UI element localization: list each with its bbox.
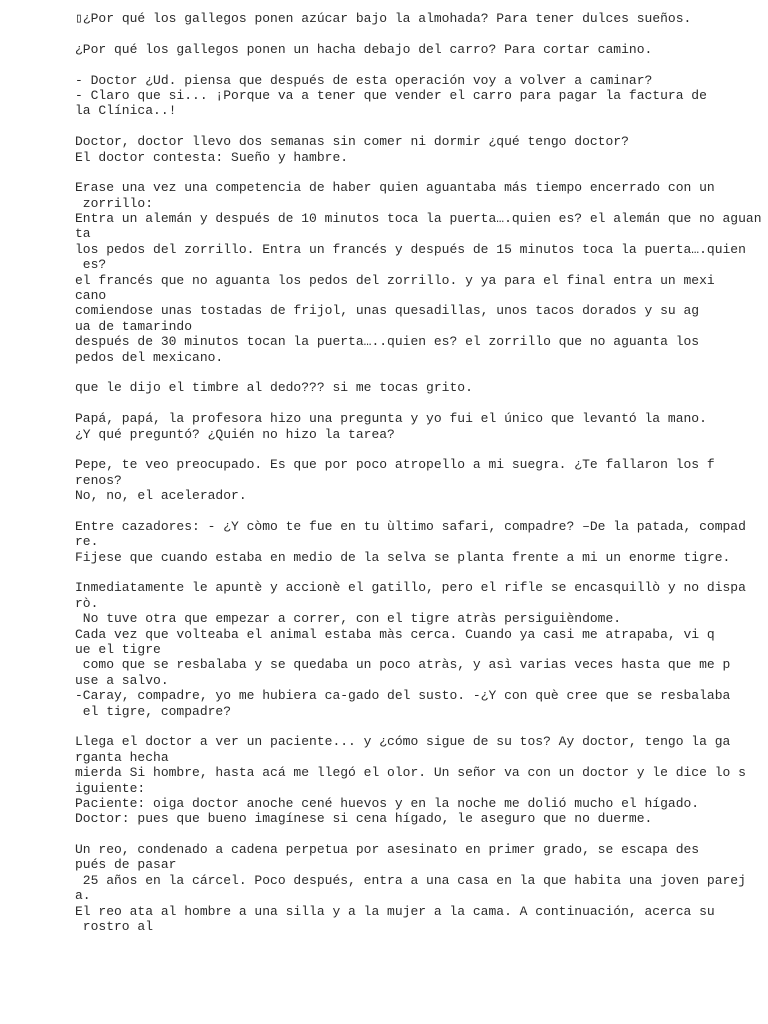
joke-paragraph	[75, 73, 755, 119]
text-line: ▯¿Por qué los gallegos ponen azúcar bajo la almohada? Para tener dulces sueños.	[75, 11, 692, 26]
text-line: la Clínica..!	[75, 103, 177, 119]
text-line: mierda Si hombre, hasta acá me llegó el olor. Un señor va con un doctor y le dice lo s	[75, 765, 746, 781]
text-line: el francés que no aguanta los pedos del zorrillo. y ya para el final entra un mexi	[75, 272, 715, 288]
text-line: renos?	[75, 472, 122, 488]
text-line: ue el tigre	[75, 642, 161, 658]
text-line: ta	[75, 226, 91, 242]
text-line: como que se resbalaba y se quedaba un poco atràs, y asì varias veces hasta que me p	[75, 657, 731, 673]
text-line: Inmediatamente le apuntè y accionè el gatillo, pero el rifle se encasquillò y no dispa	[75, 580, 746, 596]
document-text	[75, 11, 762, 935]
text-line: zorrillo:	[75, 195, 154, 211]
text-line: Fijese que cuando estaba en medio de la selva se planta frente a mi un enorme tigre.	[75, 549, 731, 565]
text-line: Paciente: oiga doctor anoche cené huevos y en la noche me dolió mucho el hígado.	[75, 795, 700, 811]
joke-paragraph	[75, 11, 755, 26]
joke-paragraph	[75, 180, 762, 365]
text-line: No, no, el acelerador.	[75, 488, 247, 504]
paragraph-gap	[75, 827, 755, 842]
text-line: Erase una vez una competencia de haber quien aguantaba más tiempo encerrado con un	[75, 180, 715, 196]
text-line: - Doctor ¿Ud. piensa que después de esta operación voy a volver a caminar?	[75, 72, 653, 88]
text-line: a.	[75, 888, 91, 904]
text-line: cano	[75, 288, 107, 304]
joke-paragraph	[75, 134, 755, 165]
joke-paragraph	[75, 842, 755, 934]
joke-paragraph	[75, 380, 755, 395]
joke-paragraph	[75, 580, 755, 719]
text-line: pedos del mexicano.	[75, 349, 224, 365]
joke-paragraph	[75, 42, 755, 57]
text-line: iguiente:	[75, 780, 146, 796]
text-line: comiendose unas tostadas de frijol, unas quesadillas, unos tacos dorados y su ag	[75, 303, 700, 319]
text-line: - Claro que si... ¡Porque va a tener que vender el carro para pagar la factura de	[75, 87, 707, 103]
paragraph-gap	[75, 396, 755, 411]
text-line: use a salvo.	[75, 672, 169, 688]
text-line: rganta hecha	[75, 749, 169, 765]
paragraph-gap	[75, 504, 755, 519]
paragraph-gap	[75, 719, 755, 734]
text-line: Cada vez que volteaba el animal estaba màs cerca. Cuando ya casi me atrapaba, vi q	[75, 626, 715, 642]
joke-paragraph	[75, 411, 755, 442]
text-line: 25 años en la cárcel. Poco después, entra a una casa en la que habita una joven parej	[75, 872, 746, 888]
paragraph-gap	[75, 442, 755, 457]
text-line: que le dijo el timbre al dedo??? si me tocas grito.	[75, 380, 473, 396]
text-line: ¿Y qué preguntó? ¿Quién no hizo la tarea?	[75, 426, 395, 442]
text-line: re.	[75, 534, 99, 550]
text-line: Llega el doctor a ver un paciente... y ¿cómo sigue de su tos? Ay doctor, tengo la ga	[75, 734, 731, 750]
text-line: Entra un alemán y después de 10 minutos toca la puerta….quien es? el alemán que no aguan	[75, 211, 762, 227]
text-line: pués de pasar	[75, 857, 177, 873]
joke-paragraph	[75, 457, 755, 503]
paragraph-gap	[75, 365, 755, 380]
text-line: ¿Por qué los gallegos ponen un hacha debajo del carro? Para cortar camino.	[75, 41, 653, 57]
text-line: No tuve otra que empezar a correr, con el tigre atràs persiguièndome.	[75, 611, 622, 627]
text-line: Pepe, te veo preocupado. Es que por poco atropello a mi suegra. ¿Te fallaron los f	[75, 457, 715, 473]
paragraph-gap	[75, 165, 755, 180]
text-line: rò.	[75, 595, 99, 611]
paragraph-gap	[75, 565, 755, 580]
text-line: El doctor contesta: Sueño y hambre.	[75, 149, 349, 165]
text-line: Un reo, condenado a cadena perpetua por asesinato en primer grado, se escapa des	[75, 842, 700, 858]
text-line: Papá, papá, la profesora hizo una pregunta y yo fui el único que levantó la mano.	[75, 411, 707, 427]
text-line: El reo ata al hombre a una silla y a la mujer a la cama. A continuación, acerca su	[75, 903, 715, 919]
joke-paragraph	[75, 519, 755, 565]
paragraph-gap	[75, 26, 755, 41]
text-line: Doctor: pues que bueno imagínese si cena hígado, le aseguro que no duerme.	[75, 811, 653, 827]
text-line: después de 30 minutos tocan la puerta…..quien es? el zorrillo que no aguanta los	[75, 334, 700, 350]
text-line: Doctor, doctor llevo dos semanas sin comer ni dormir ¿qué tengo doctor?	[75, 134, 629, 150]
joke-paragraph	[75, 734, 755, 826]
text-line: -Caray, compadre, yo me hubiera ca-gado del susto. -¿Y con què cree que se resbalaba	[75, 688, 731, 704]
text-line: rostro al	[75, 919, 154, 935]
paragraph-gap	[75, 119, 755, 134]
text-line: ua de tamarindo	[75, 318, 193, 334]
paragraph-gap	[75, 57, 755, 72]
text-line: el tigre, compadre?	[75, 703, 232, 719]
text-line: los pedos del zorrillo. Entra un francés y después de 15 minutos toca la puerta….quien	[75, 241, 746, 257]
text-line: Entre cazadores: - ¿Y còmo te fue en tu ùltimo safari, compadre? –De la patada, compad	[75, 518, 746, 534]
text-line: es?	[75, 257, 107, 273]
